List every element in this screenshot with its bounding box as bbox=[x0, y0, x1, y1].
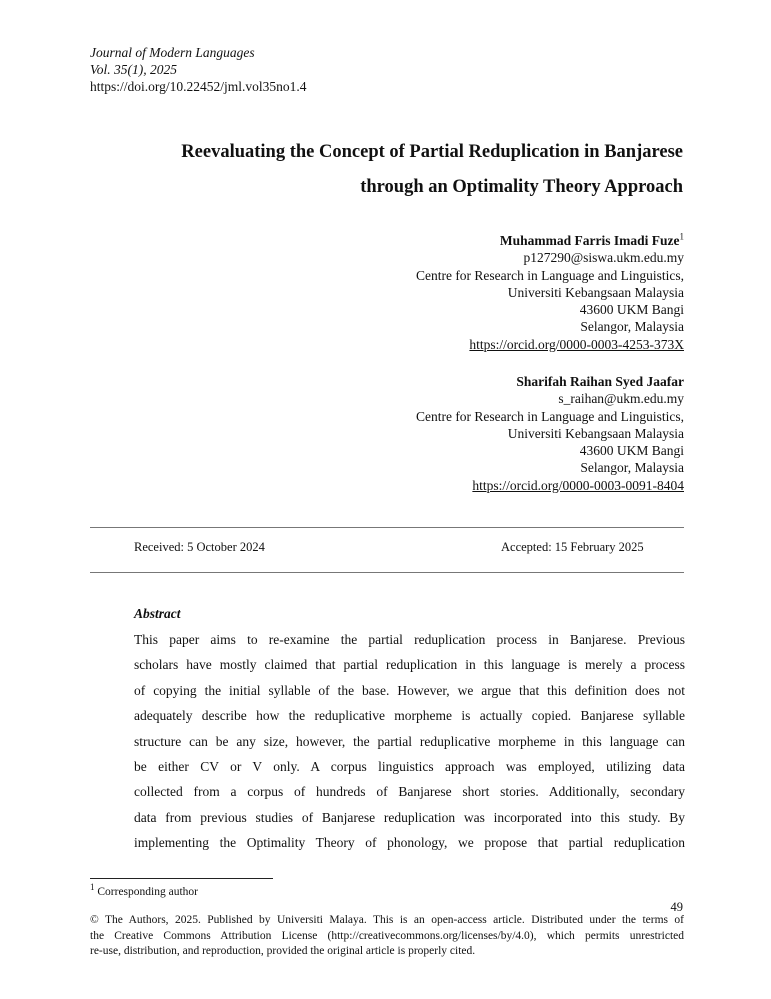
author-postcode: 43600 UKM Bangi bbox=[579, 443, 684, 459]
author-university: Universiti Kebangsaan Malaysia bbox=[507, 284, 684, 300]
footnote bbox=[90, 882, 198, 899]
author-name: Muhammad Farris Imadi Fuze bbox=[499, 233, 680, 248]
abstract-line: data from previous studies of Banjarese reduplication was incorporated into this study. By bbox=[134, 809, 685, 825]
author-affiliation: Centre for Research in Language and Linguistics, bbox=[415, 267, 684, 283]
page-number: 49 bbox=[670, 900, 683, 914]
divider-bottom bbox=[90, 572, 684, 573]
footnote-marker[interactable]: 1 bbox=[679, 231, 684, 242]
doi-link[interactable]: https://doi.org/10.22452/jml.vol35no1.4 bbox=[90, 79, 307, 94]
received-date: Received: 5 October 2024 bbox=[134, 540, 265, 554]
author-orcid-link[interactable]: https://orcid.org/0000-0003-0091-8404 bbox=[472, 477, 684, 493]
abstract-line: collected from a corpus of hundreds of Banjarese short stories. Additionally, secondary bbox=[134, 784, 685, 800]
abstract-body bbox=[134, 627, 685, 856]
license-line: the Creative Commons Attribution License (http://creativecommons.org/licenses/by/4.0), which permits unrestricted bbox=[90, 929, 684, 942]
author-name: Sharifah Raihan Syed Jaafar bbox=[516, 374, 684, 389]
license-line: re-use, distribution, and reproduction, provided the original article is properly cited. bbox=[90, 945, 476, 957]
journal-volume: Vol. 35(1), 2025 bbox=[90, 62, 177, 77]
author-state: Selangor, Malaysia bbox=[580, 319, 684, 335]
license-notice bbox=[90, 913, 684, 960]
license-line: © The Authors, 2025. Published by Universiti Malaya. This is an open-access article. Distributed under the terms of bbox=[90, 914, 684, 926]
author-affiliation: Centre for Research in Language and Linguistics, bbox=[415, 408, 684, 424]
abstract-line: This paper aims to re-examine the partial reduplication process in Banjarese. Previous bbox=[134, 632, 685, 647]
abstract-line: adequately describe how the reduplicative morpheme is actually copied. Banjarese syllable bbox=[134, 708, 685, 724]
paper-title-line-1: Reevaluating the Concept of Partial Reduplication in Banjarese bbox=[181, 142, 683, 162]
footnote-divider bbox=[90, 878, 273, 879]
author-university: Universiti Kebangsaan Malaysia bbox=[507, 425, 684, 441]
abstract-line: scholars have mostly claimed that partial reduplication in this language is merely a process bbox=[134, 657, 685, 673]
abstract-line: of copying the initial syllable of the base. However, we argue that this definition does not bbox=[134, 682, 685, 698]
journal-name: Journal of Modern Languages bbox=[90, 45, 255, 60]
author-email[interactable]: p127290@siswa.ukm.edu.my bbox=[523, 250, 684, 266]
footnote-text: Corresponding author bbox=[97, 886, 198, 898]
paper-title-line-2: through an Optimality Theory Approach bbox=[360, 177, 683, 197]
abstract-heading: Abstract bbox=[134, 606, 181, 621]
author-state: Selangor, Malaysia bbox=[580, 460, 684, 476]
divider-top bbox=[90, 527, 684, 528]
abstract-line: be either CV or V only. A corpus linguistics approach was employed, utilizing data bbox=[134, 758, 685, 774]
author-block-1 bbox=[244, 232, 684, 353]
footnote-number: 1 bbox=[90, 882, 95, 893]
abstract-line: structure can be any size, however, the partial reduplicative morpheme in this language can bbox=[134, 733, 685, 749]
author-orcid-link[interactable]: https://orcid.org/0000-0003-4253-373X bbox=[469, 336, 684, 352]
author-email[interactable]: s_raihan@ukm.edu.my bbox=[558, 391, 684, 407]
author-block-2 bbox=[244, 373, 684, 494]
author-postcode: 43600 UKM Bangi bbox=[579, 302, 684, 318]
journal-header bbox=[90, 44, 255, 78]
accepted-date: Accepted: 15 February 2025 bbox=[501, 540, 644, 554]
abstract-line: implementing the Optimality Theory of phonology, we propose that partial reduplication bbox=[134, 835, 685, 851]
